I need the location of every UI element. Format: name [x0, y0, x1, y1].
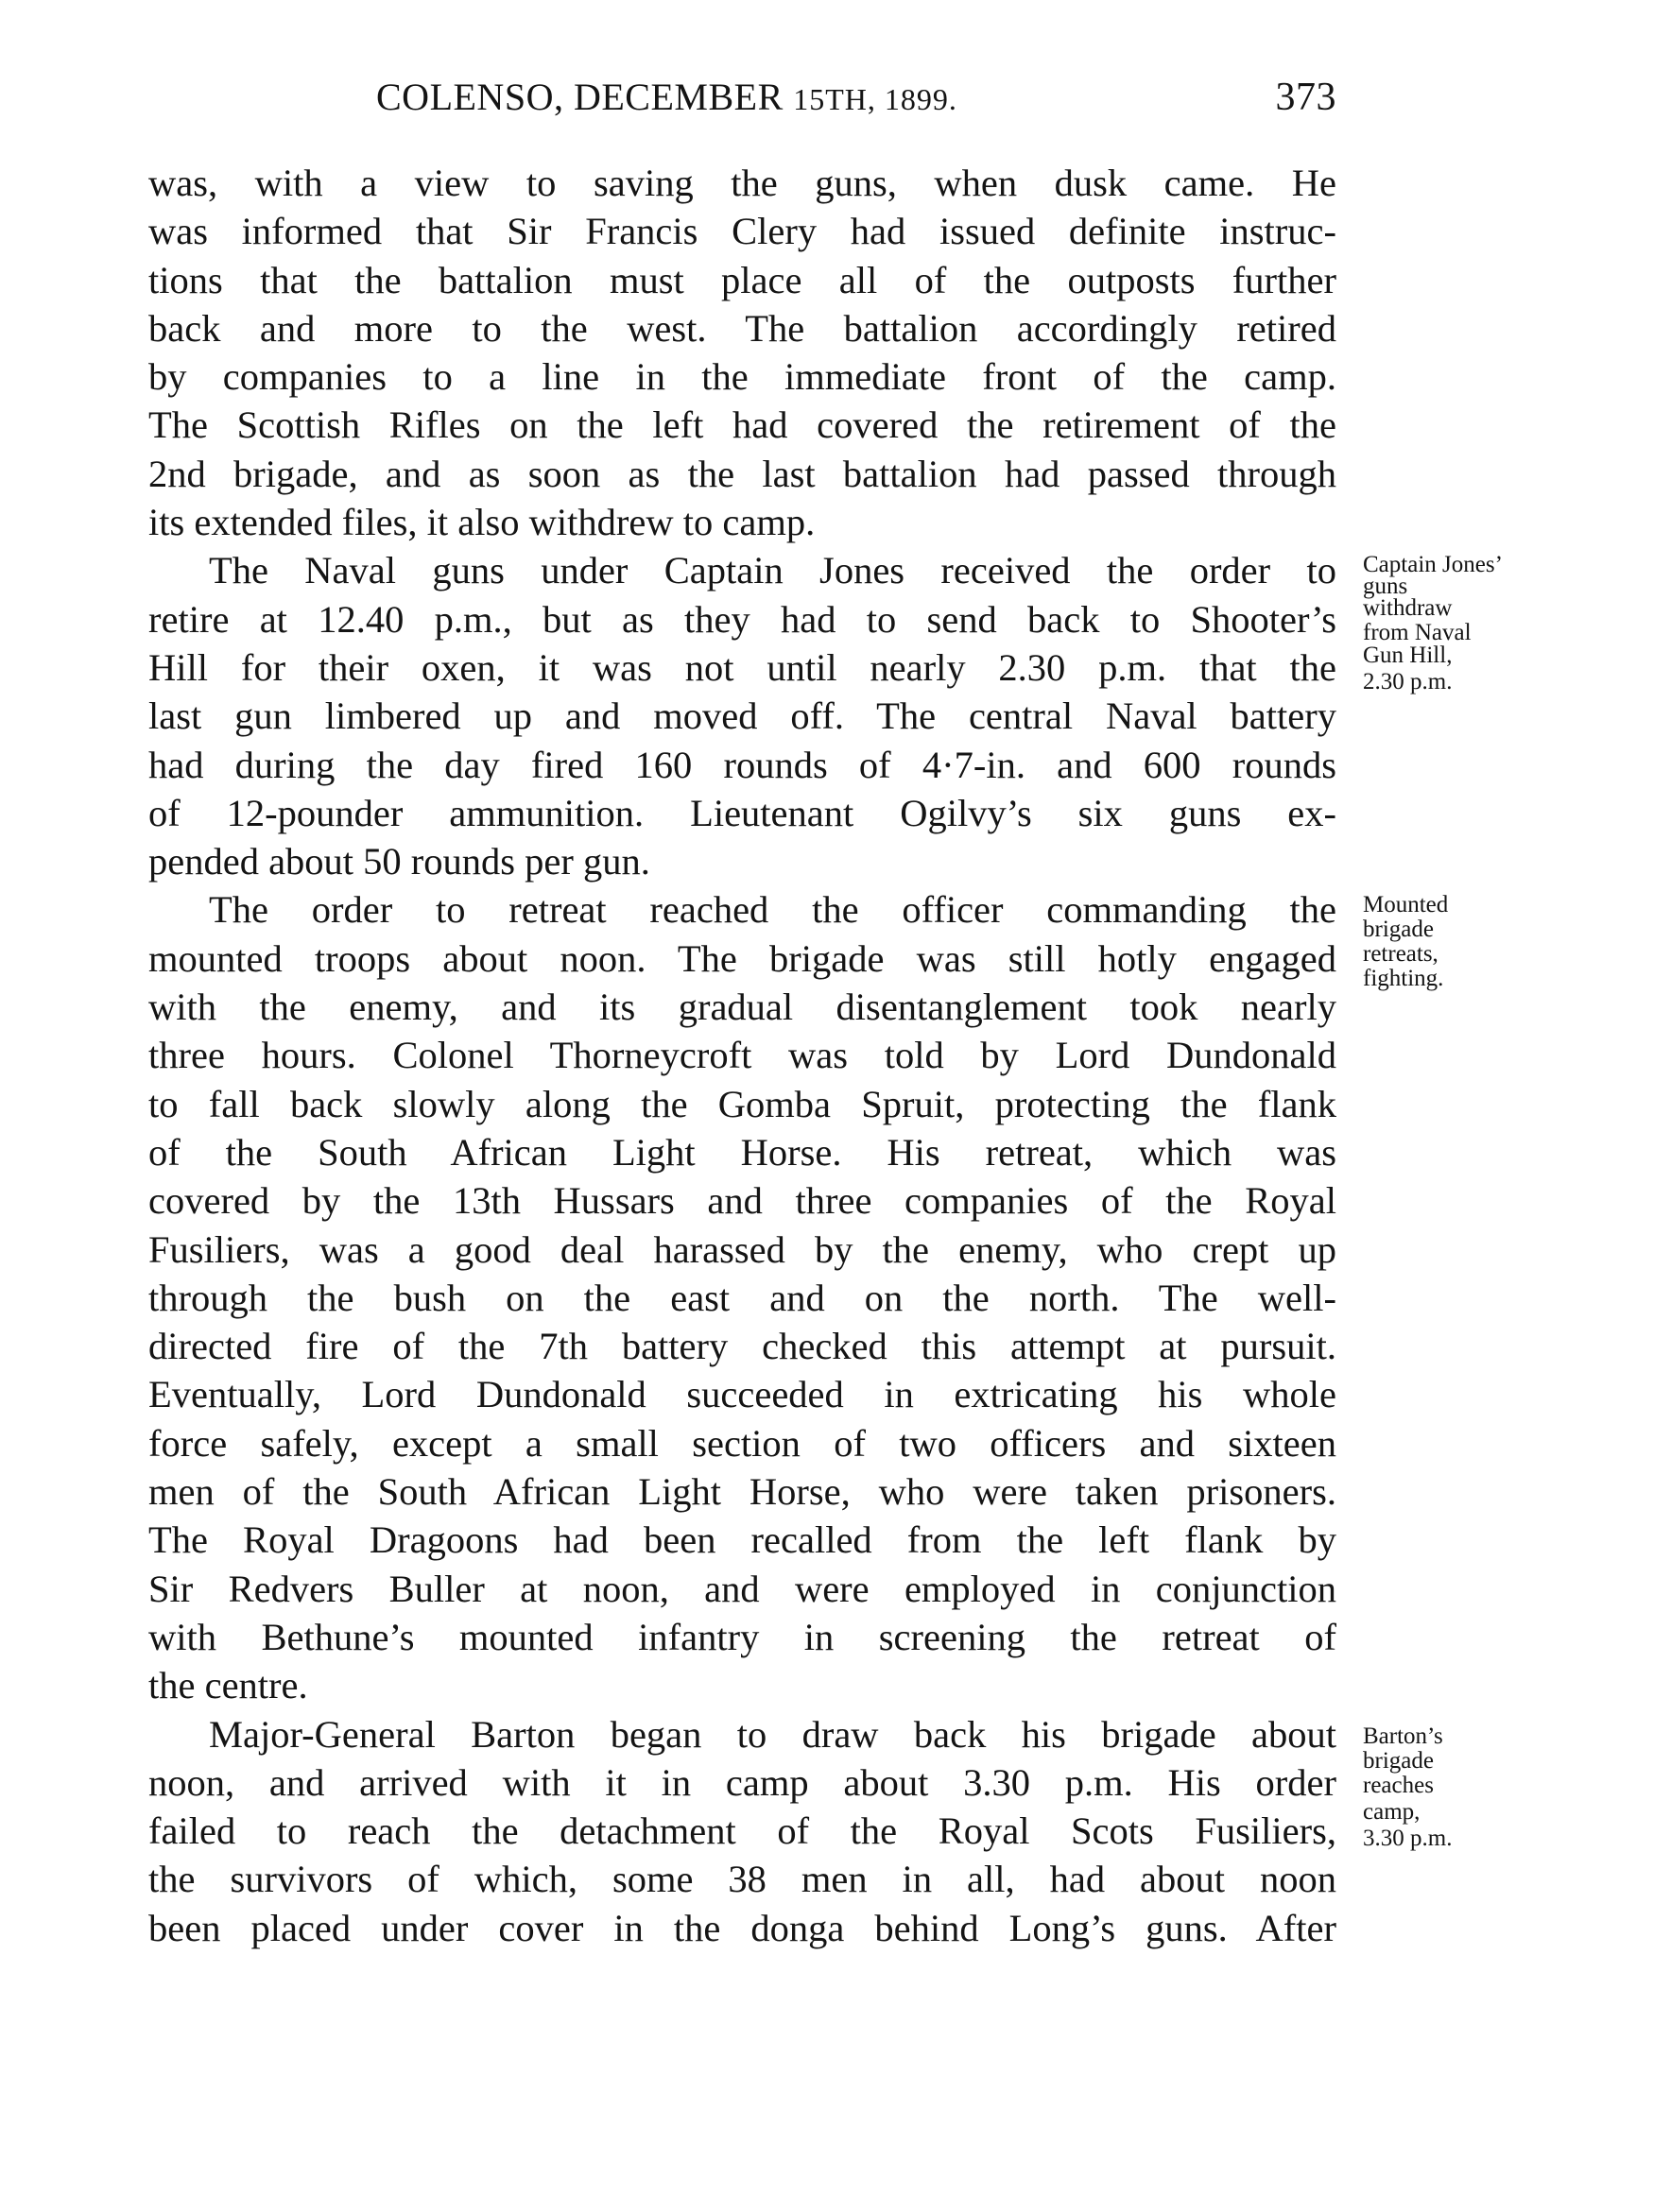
body-line: The Scottish Rifles on the left had covered the retirement of the [148, 403, 1336, 447]
body-line: mounted troops about noon. The brigade was still hotly engaged [148, 936, 1336, 980]
body-line: to fall back slowly along the Gomba Spruit, protecting the flank [148, 1082, 1336, 1125]
body-line: The Royal Dragoons had been recalled from the left flank by [148, 1518, 1336, 1562]
body-line: 2nd brigade, and as soon as the last battalion had passed through [148, 452, 1336, 495]
marginal-note-line: 2.30 p.m. [1363, 669, 1453, 694]
marginal-note-line: brigade [1363, 917, 1434, 942]
marginal-note-line: camp, [1363, 1799, 1421, 1825]
body-line: of the South African Light Horse. His retreat, which was [148, 1130, 1336, 1174]
body-line: back and more to the west. The battalion accordingly retired [148, 306, 1336, 350]
body-line: force safely, except a small section of two officers and sixteen [148, 1421, 1336, 1465]
body-line: the survivors of which, some 38 men in all, had about noon [148, 1858, 1336, 1901]
body-line: with Bethune’s mounted infantry in screening the retreat of [148, 1615, 1336, 1658]
marginal-note-line: from Naval [1363, 620, 1472, 645]
chapter-title-main: COLENSO, DECEMBER [376, 76, 784, 118]
body-line: of 12-pounder ammunition. Lieutenant Ogilvy’s six guns ex- [148, 791, 1336, 834]
body-line: had during the day fired 160 rounds of 4·7-in. and 600 rounds [148, 743, 1336, 786]
body-line: covered by the 13th Hussars and three companies of the Royal [148, 1179, 1336, 1223]
body-line: Hill for their oxen, it was not until nearly 2.30 p.m. that the [148, 645, 1336, 689]
body-line: through the bush on the east and on the north. The well- [148, 1276, 1336, 1319]
running-head [376, 74, 1336, 121]
body-line: was, with a view to saving the guns, when dusk came. He [148, 162, 1336, 204]
body-line: The order to retreat reached the officer commanding the [209, 888, 1336, 932]
page-number: 373 [1275, 76, 1336, 119]
marginal-note-line: 3.30 p.m. [1363, 1826, 1453, 1851]
body-line: with the enemy, and its gradual disentanglement took nearly [148, 986, 1336, 1029]
body-line: Sir Redvers Buller at noon, and were employed in conjunction [148, 1567, 1336, 1610]
body-line: been placed under cover in the donga behind Long’s guns. After [148, 1906, 1336, 1949]
body-line: its extended files, it also withdrew to camp. [148, 501, 816, 544]
marginal-note-line: Gun Hill, [1363, 643, 1453, 668]
body-line: was informed that Sir Francis Clery had issued definite instruc- [148, 210, 1336, 253]
body-line: tions that the battalion must place all of the outposts further [148, 258, 1336, 301]
body-line: directed fire of the 7th battery checked this attempt at pursuit. [148, 1325, 1336, 1368]
body-line: Eventually, Lord Dundonald succeeded in extricating his whole [148, 1373, 1336, 1416]
body-line: The Naval guns under Captain Jones received the order to [209, 549, 1336, 592]
body-text [148, 159, 1336, 1952]
marginal-note-line: Barton’s [1363, 1723, 1443, 1749]
marginal-note-line: fighting. [1363, 966, 1444, 991]
chapter-title-date: 15TH, 1899. [793, 82, 957, 116]
body-line: pended about 50 rounds per gun. [148, 840, 650, 883]
body-line: Major-General Barton began to draw back his brigade about [209, 1712, 1336, 1756]
body-line: three hours. Colonel Thorneycroft was told by Lord Dundonald [148, 1034, 1336, 1077]
marginal-note-mounted-brigade [1363, 893, 1514, 991]
marginal-note-captain-jones [1363, 553, 1514, 698]
marginal-note-barton-brigade [1363, 1724, 1514, 1851]
body-line: Fusiliers, was a good deal harassed by the enemy, who crept up [148, 1227, 1336, 1271]
body-line: noon, and arrived with it in camp about 3.30 p.m. His order [148, 1760, 1336, 1804]
marginal-note-line: guns [1363, 574, 1408, 599]
body-line: failed to reach the detachment of the Royal Scots Fusiliers, [148, 1809, 1336, 1853]
body-line: retire at 12.40 p.m., but as they had to send back to Shooter’s [148, 597, 1336, 641]
marginal-note-line: withdraw [1363, 595, 1453, 621]
body-line: men of the South African Light Horse, who were taken prisoners. [148, 1470, 1336, 1514]
marginal-note-line: Captain Jones’ [1363, 552, 1503, 577]
marginal-note-line: reaches [1363, 1773, 1434, 1798]
marginal-note-line: brigade [1363, 1748, 1434, 1774]
body-line: by companies to a line in the immediate front of the camp. [148, 355, 1336, 399]
body-line: last gun limbered up and moved off. The central Naval battery [148, 694, 1336, 738]
marginal-note-line: retreats, [1363, 941, 1438, 967]
marginal-note-line: Mounted [1363, 892, 1449, 917]
chapter-title [376, 74, 957, 123]
body-line: the centre. [148, 1664, 308, 1707]
